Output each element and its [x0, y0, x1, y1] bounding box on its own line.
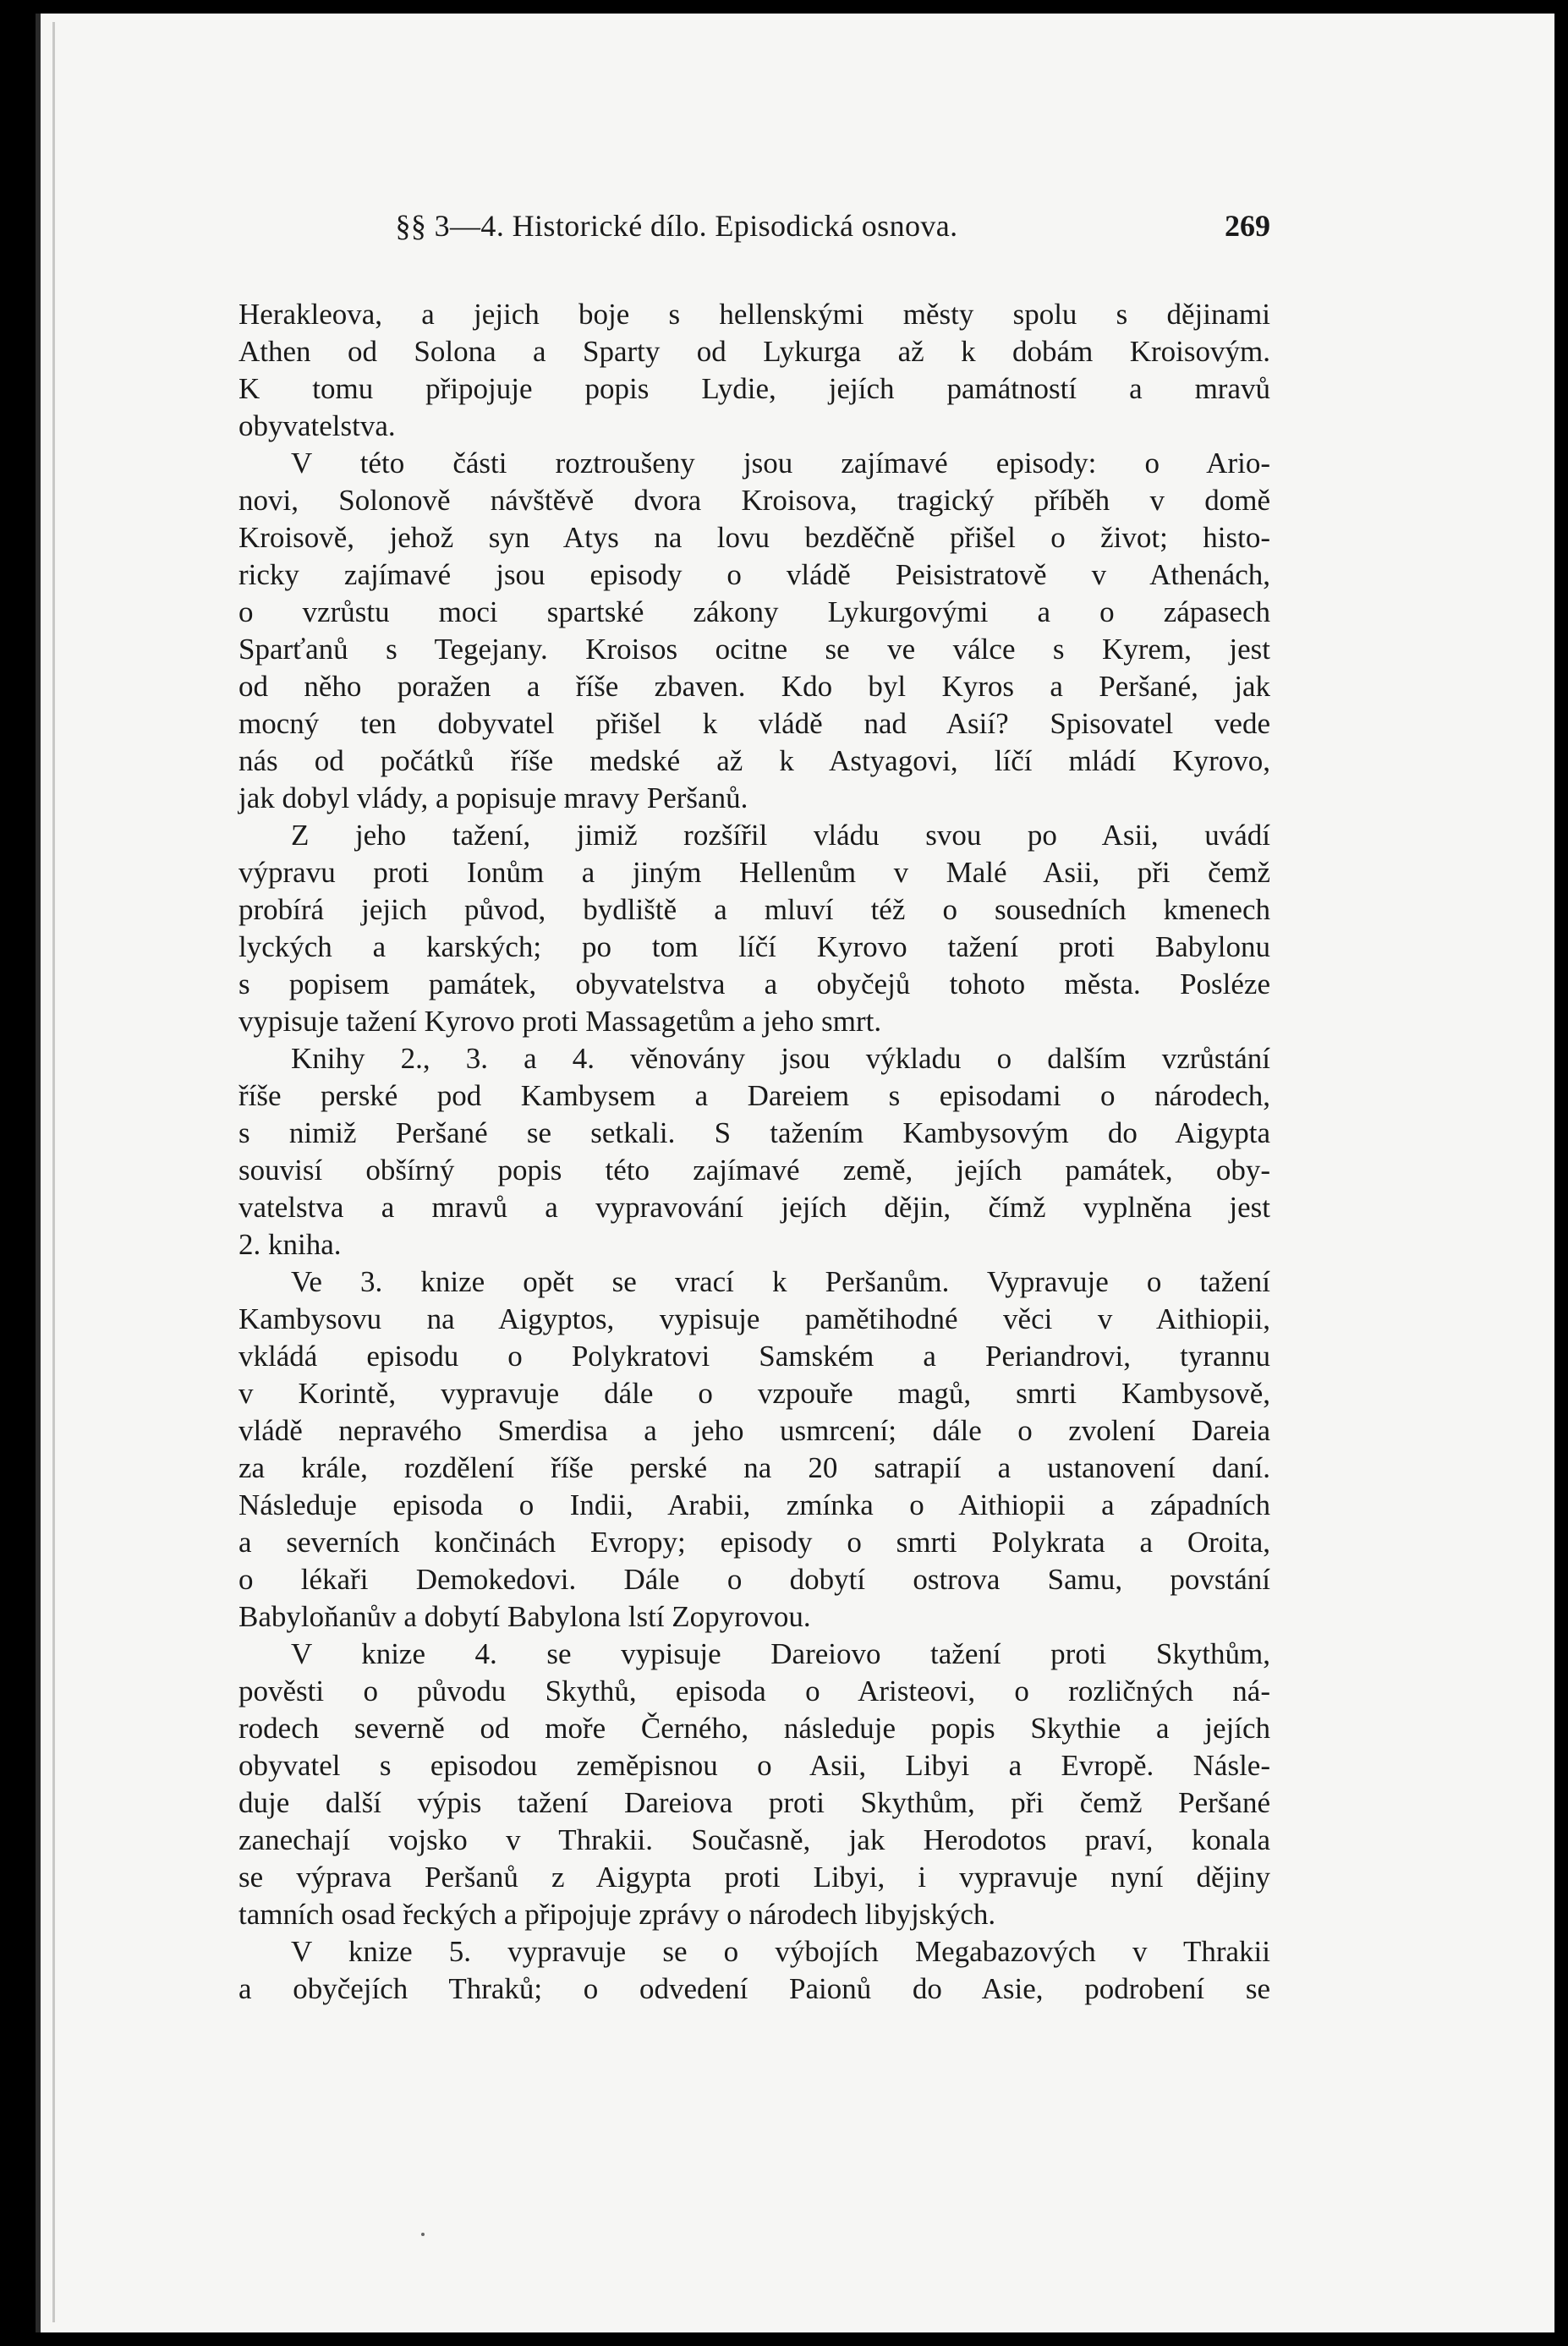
text-line: s popisem památek, obyvatelstva a obyčejů tohoto města. Posléze	[238, 967, 1270, 1000]
paragraph	[238, 445, 1270, 817]
text-line: za krále, rozdělení říše perské na 20 satrapií a ustanovení daní.	[238, 1451, 1270, 1484]
text-line: Knihy 2., 3. a 4. věnovány jsou výkladu o dalším vzrůstání	[291, 1042, 1270, 1075]
text-line: tamních osad řeckých a připojuje zprávy o národech libyjských.	[238, 1898, 996, 1931]
text-line: od něho poražen a říše zbaven. Kdo byl Kyros a Peršané, jak	[238, 670, 1270, 703]
text-line: a obyčejích Thraků; o odvedení Paionů do Asie, podrobení se	[238, 1972, 1270, 2005]
text-line: obyvatelstva.	[238, 409, 396, 442]
text-line: vatelstva a mravů a vypravování jejích dějin, čímž vyplněna jest	[238, 1191, 1270, 1224]
text-line: ricky zajímavé jsou episody o vládě Peisistratově v Athenách,	[238, 558, 1270, 591]
text-line: lyckých a karských; po tom líčí Kyrovo tažení proti Babylonu	[238, 930, 1270, 963]
paragraph	[238, 1636, 1270, 1933]
text-line: V této části roztroušeny jsou zajímavé episody: o Ario-	[291, 447, 1270, 480]
text-line: obyvatel s episodou zeměpisnou o Asii, Libyi a Evropě. Násle-	[238, 1749, 1270, 1782]
paragraph	[238, 817, 1270, 1040]
text-line: v Korintě, vypravuje dále o vzpouře magů, smrti Kambysově,	[238, 1377, 1270, 1410]
paragraph	[238, 1040, 1270, 1263]
running-header	[237, 200, 1270, 254]
page-edge-line	[52, 22, 55, 2322]
paragraph	[238, 296, 1270, 445]
text-line: probírá jejich původ, bydliště a mluví též o sousedních kmenech	[238, 893, 1270, 926]
text-line: vypisuje tažení Kyrovo proti Massagetům a jeho smrt.	[238, 1005, 882, 1038]
stray-dot	[421, 2233, 425, 2236]
text-line: Babyloňanův a dobytí Babylona lstí Zopyrovou.	[238, 1600, 811, 1633]
text-line: Athen od Solona a Sparty od Lykurga až k dobám Kroisovým.	[238, 335, 1270, 368]
text-line: nás od počátků říše medské až k Astyagovi, líčí mládí Kyrovo,	[238, 744, 1270, 777]
text-line: duje další výpis tažení Dareiova proti Skythům, při čemž Peršané	[238, 1786, 1270, 1819]
text-line: K tomu připojuje popis Lydie, jejích památností a mravů	[238, 372, 1270, 405]
text-line: s nimiž Peršané se setkali. S tažením Kambysovým do Aigypta	[238, 1116, 1270, 1149]
text-line: rodech severně od moře Černého, následuje popis Skythie a jejích	[238, 1712, 1270, 1745]
text-line: Kambysovu na Aigyptos, vypisuje pamětihodné věci v Aithiopii,	[238, 1302, 1270, 1335]
text-line: mocný ten dobyvatel přišel k vládě nad Asií? Spisovatel vede	[238, 707, 1270, 740]
text-line: V knize 5. vypravuje se o výbojích Megabazových v Thrakii	[291, 1935, 1270, 1968]
text-line: souvisí obšírný popis této zajímavé země, jejích památek, oby-	[238, 1154, 1270, 1187]
text-line: se výprava Peršanů z Aigypta proti Libyi, i vypravuje nyní dějiny	[238, 1861, 1270, 1894]
text-line: Sparťanů s Tegejany. Kroisos ocitne se ve válce s Kyrem, jest	[238, 633, 1270, 666]
text-line: o lékaři Demokedovi. Dále o dobytí ostrova Samu, povstání	[238, 1563, 1270, 1596]
text-line: Ve 3. knize opět se vrací k Peršanům. Vypravuje o tažení	[291, 1265, 1270, 1298]
paragraph	[238, 1263, 1270, 1636]
paragraph	[238, 1933, 1270, 2008]
text-line: novi, Solonově návštěvě dvora Kroisova, tragický příběh v domě	[238, 484, 1270, 517]
text-line: V knize 4. se vypisuje Dareiovo tažení proti Skythům,	[291, 1637, 1270, 1670]
text-line: zanechají vojsko v Thrakii. Současně, jak Herodotos praví, konala	[238, 1823, 1270, 1856]
text-line: výpravu proti Ionům a jiným Hellenům v Malé Asii, při čemž	[238, 856, 1270, 889]
text-line: pověsti o původu Skythů, episoda o Aristeovi, o rozličných ná-	[238, 1675, 1270, 1707]
text-line: Kroisově, jehož syn Atys na lovu bezděčně přišel o život; histo-	[238, 521, 1270, 554]
body-text	[238, 296, 1270, 2008]
text-line: vládě nepravého Smerdisa a jeho usmrcení; dále o zvolení Dareia	[238, 1414, 1270, 1447]
text-line: Z jeho tažení, jimiž rozšířil vládu svou po Asii, uvádí	[291, 819, 1270, 852]
page-number: 269	[1225, 209, 1270, 243]
text-line: a severních končinách Evropy; episody o smrti Polykrata a Oroita,	[238, 1526, 1270, 1559]
text-line: jak dobyl vlády, a popisuje mravy Peršanů.	[238, 781, 748, 814]
text-line: říše perské pod Kambysem a Dareiem s episodami o národech,	[238, 1079, 1270, 1112]
text-line: Následuje episoda o Indii, Arabii, zmínka o Aithiopii a západních	[238, 1488, 1270, 1521]
text-line: 2. kniha.	[238, 1228, 342, 1261]
text-line: o vzrůstu moci spartské zákony Lykurgovými a o zápasech	[238, 595, 1270, 628]
header-title: §§ 3—4. Historické dílo. Episodická osnova.	[395, 209, 958, 243]
text-line: Herakleova, a jejich boje s hellenskými městy spolu s dějinami	[238, 298, 1270, 331]
text-line: vkládá episodu o Polykratovi Samském a Periandrovi, tyrannu	[238, 1340, 1270, 1373]
